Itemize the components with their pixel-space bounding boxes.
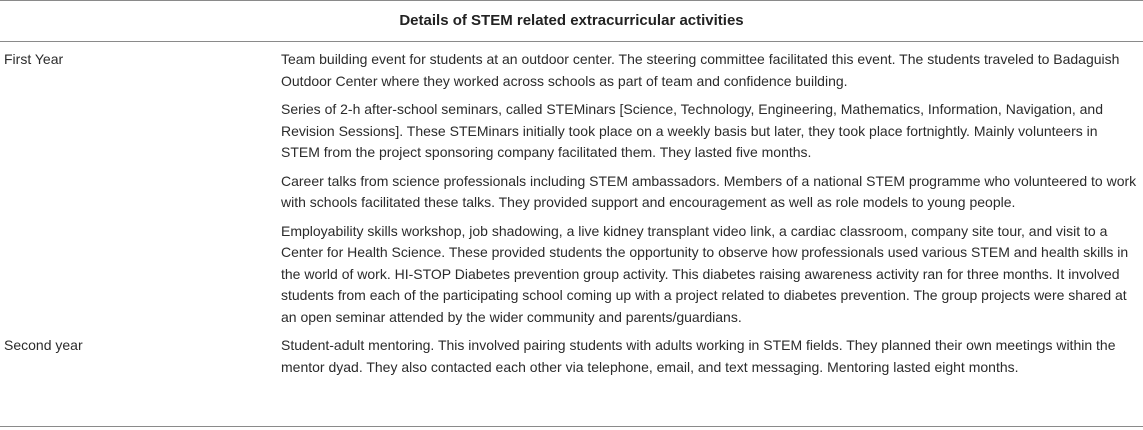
table-row-first-year bbox=[0, 49, 1143, 335]
table-header-rule bbox=[0, 41, 1143, 42]
activity-paragraph: Career talks from science professionals including STEM ambassadors. Members of a national STEM programme who volunteered to work with schools facilitated these talks. They provided support and encouragement as well as role models to young people. bbox=[281, 172, 1137, 210]
activity-paragraph: Series of 2-h after-school seminars, called STEMinars [Science, Technology, Engineering, Mathematics, Information, Navigation, and Revision Sessions]. These STEMinars initially took place on a weekly basis but later, they took place fortnightly. Mainly volunteers in STEM from the project sponsoring company facilitated them. They lasted five months. bbox=[281, 101, 1103, 160]
table-bottom-rule bbox=[0, 426, 1143, 427]
table-header: Details of STEM related extracurricular activities bbox=[399, 12, 744, 29]
row-content bbox=[281, 335, 1143, 385]
row-label: Second year bbox=[4, 337, 83, 353]
activity-paragraph: Employability skills workshop, job shadowing, a live kidney transplant video link, a cardiac classroom, company site tour, and visit to a Center for Health Science. These provided students the opportunity to observe how professionals used various STEM and health skills in the world of work. HI-STOP Diabetes prevention group activity. This diabetes raising awareness activity ran for three months. It involved students from each of the participating school coming up with a project related to diabetes prevention. The group projects were shared at an open seminar attended by the wider community and parents/guardians. bbox=[281, 222, 1129, 325]
row-content bbox=[281, 49, 1143, 335]
table-body bbox=[0, 49, 1143, 385]
row-label: First Year bbox=[4, 51, 64, 67]
table-row-second-year bbox=[0, 335, 1143, 385]
activity-paragraph: Team building event for students at an outdoor center. The steering committee facilitated this event. The students traveled to Badaguish Outdoor Center where they worked across schools as part of team and confidence building. bbox=[281, 51, 1120, 89]
activity-paragraph: Student-adult mentoring. This involved pairing students with adults working in STEM fields. They planned their own meetings within the mentor dyad. They also contacted each other via telephone, email, and text messaging. Mentoring lasted eight months. bbox=[281, 337, 1116, 375]
